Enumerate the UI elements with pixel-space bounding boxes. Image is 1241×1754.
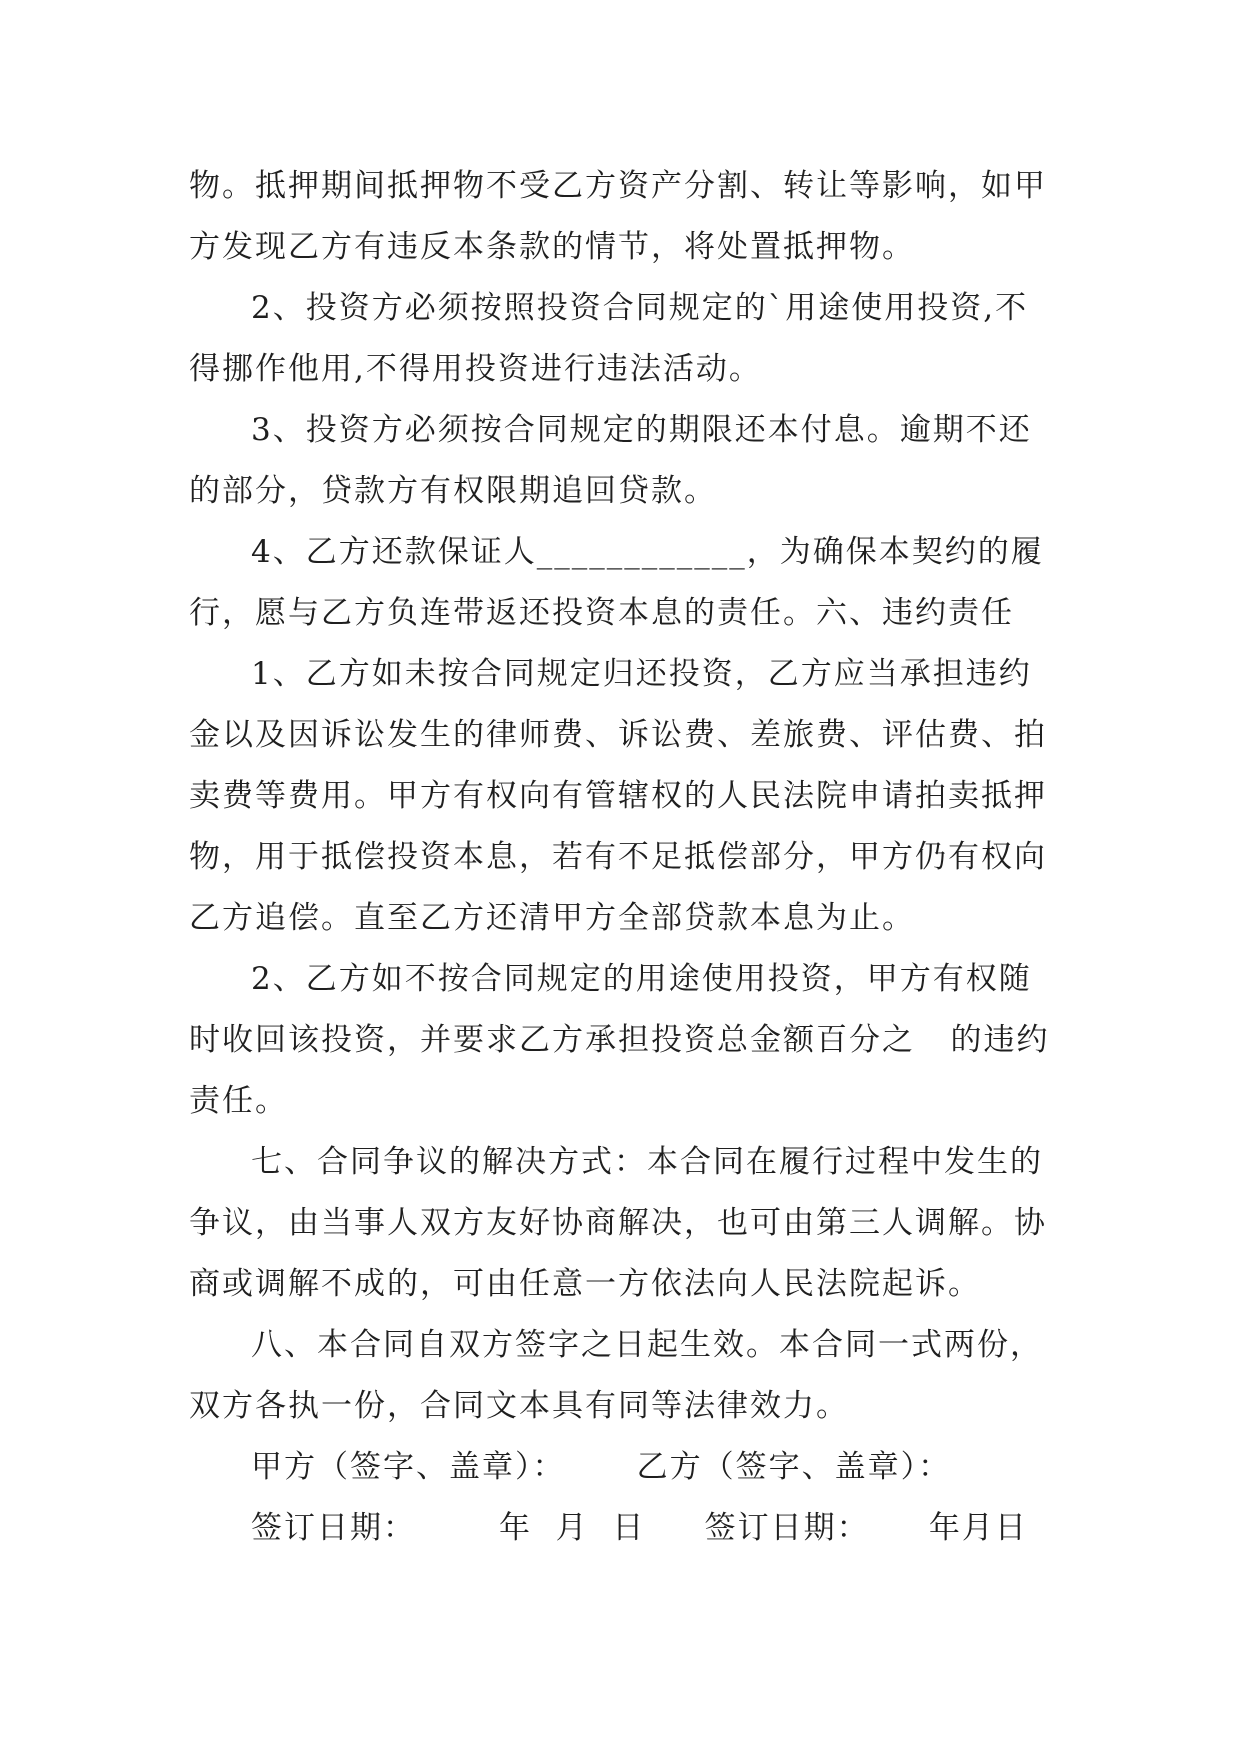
text-line: 4、乙方还款保证人____________，为确保本契约的履: [251, 534, 1044, 570]
text-line: 金以及因诉讼发生的律师费、诉讼费、差旅费、评估费、拍: [189, 717, 1047, 753]
text-line: 行，愿与乙方负连带返还投资本息的责任。六、违约责任: [189, 595, 1014, 631]
text-line: 2、投资方必须按照投资合同规定的`用途使用投资,不: [251, 290, 1029, 326]
text-line: 物，用于抵偿投资本息，若有不足抵偿部分，甲方仍有权向: [189, 839, 1047, 875]
text-line: 3、投资方必须按合同规定的期限还本付息。逾期不还: [251, 412, 1032, 448]
text-line: 责任。: [189, 1083, 288, 1119]
text-line: 八、本合同自双方签字之日起生效。本合同一式两份，: [251, 1327, 1043, 1363]
text-line: 1、乙方如未按合同规定归还投资，乙方应当承担违约: [251, 656, 1032, 692]
text-line: 得挪作他用,不得用投资进行违法活动。: [189, 351, 762, 387]
text-line: 商或调解不成的，可由任意一方依法向人民法院起诉。: [189, 1266, 981, 1302]
text-line: 物。抵押期间抵押物不受乙方资产分割、转让等影响，如甲: [189, 168, 1047, 204]
document-body: [189, 156, 1055, 1559]
text-line: 乙方追偿。直至乙方还清甲方全部贷款本息为止。: [189, 900, 915, 936]
text-line: 卖费等费用。甲方有权向有管辖权的人民法院申请拍卖抵押: [189, 778, 1047, 814]
signing-date-line: 签订日期： 年 月 日 签订日期： 年月日: [251, 1510, 1028, 1546]
text-line: 双方各执一份，合同文本具有同等法律效力。: [189, 1388, 849, 1424]
text-line: 七、合同争议的解决方式：本合同在履行过程中发生的: [251, 1144, 1043, 1180]
text-line: 的部分，贷款方有权限期追回贷款。: [189, 473, 717, 509]
text-line: 争议，由当事人双方友好协商解决，也可由第三人调解。协: [189, 1205, 1047, 1241]
text-line: 时收回该投资，并要求乙方承担投资总金额百分之 的违约: [189, 1022, 1050, 1058]
signature-line: 甲方（签字、盖章）： 乙方（签字、盖章）：: [251, 1449, 952, 1485]
text-line: 2、乙方如不按合同规定的用途使用投资，甲方有权随: [251, 961, 1032, 997]
text-line: 方发现乙方有违反本条款的情节，将处置抵押物。: [189, 229, 915, 265]
